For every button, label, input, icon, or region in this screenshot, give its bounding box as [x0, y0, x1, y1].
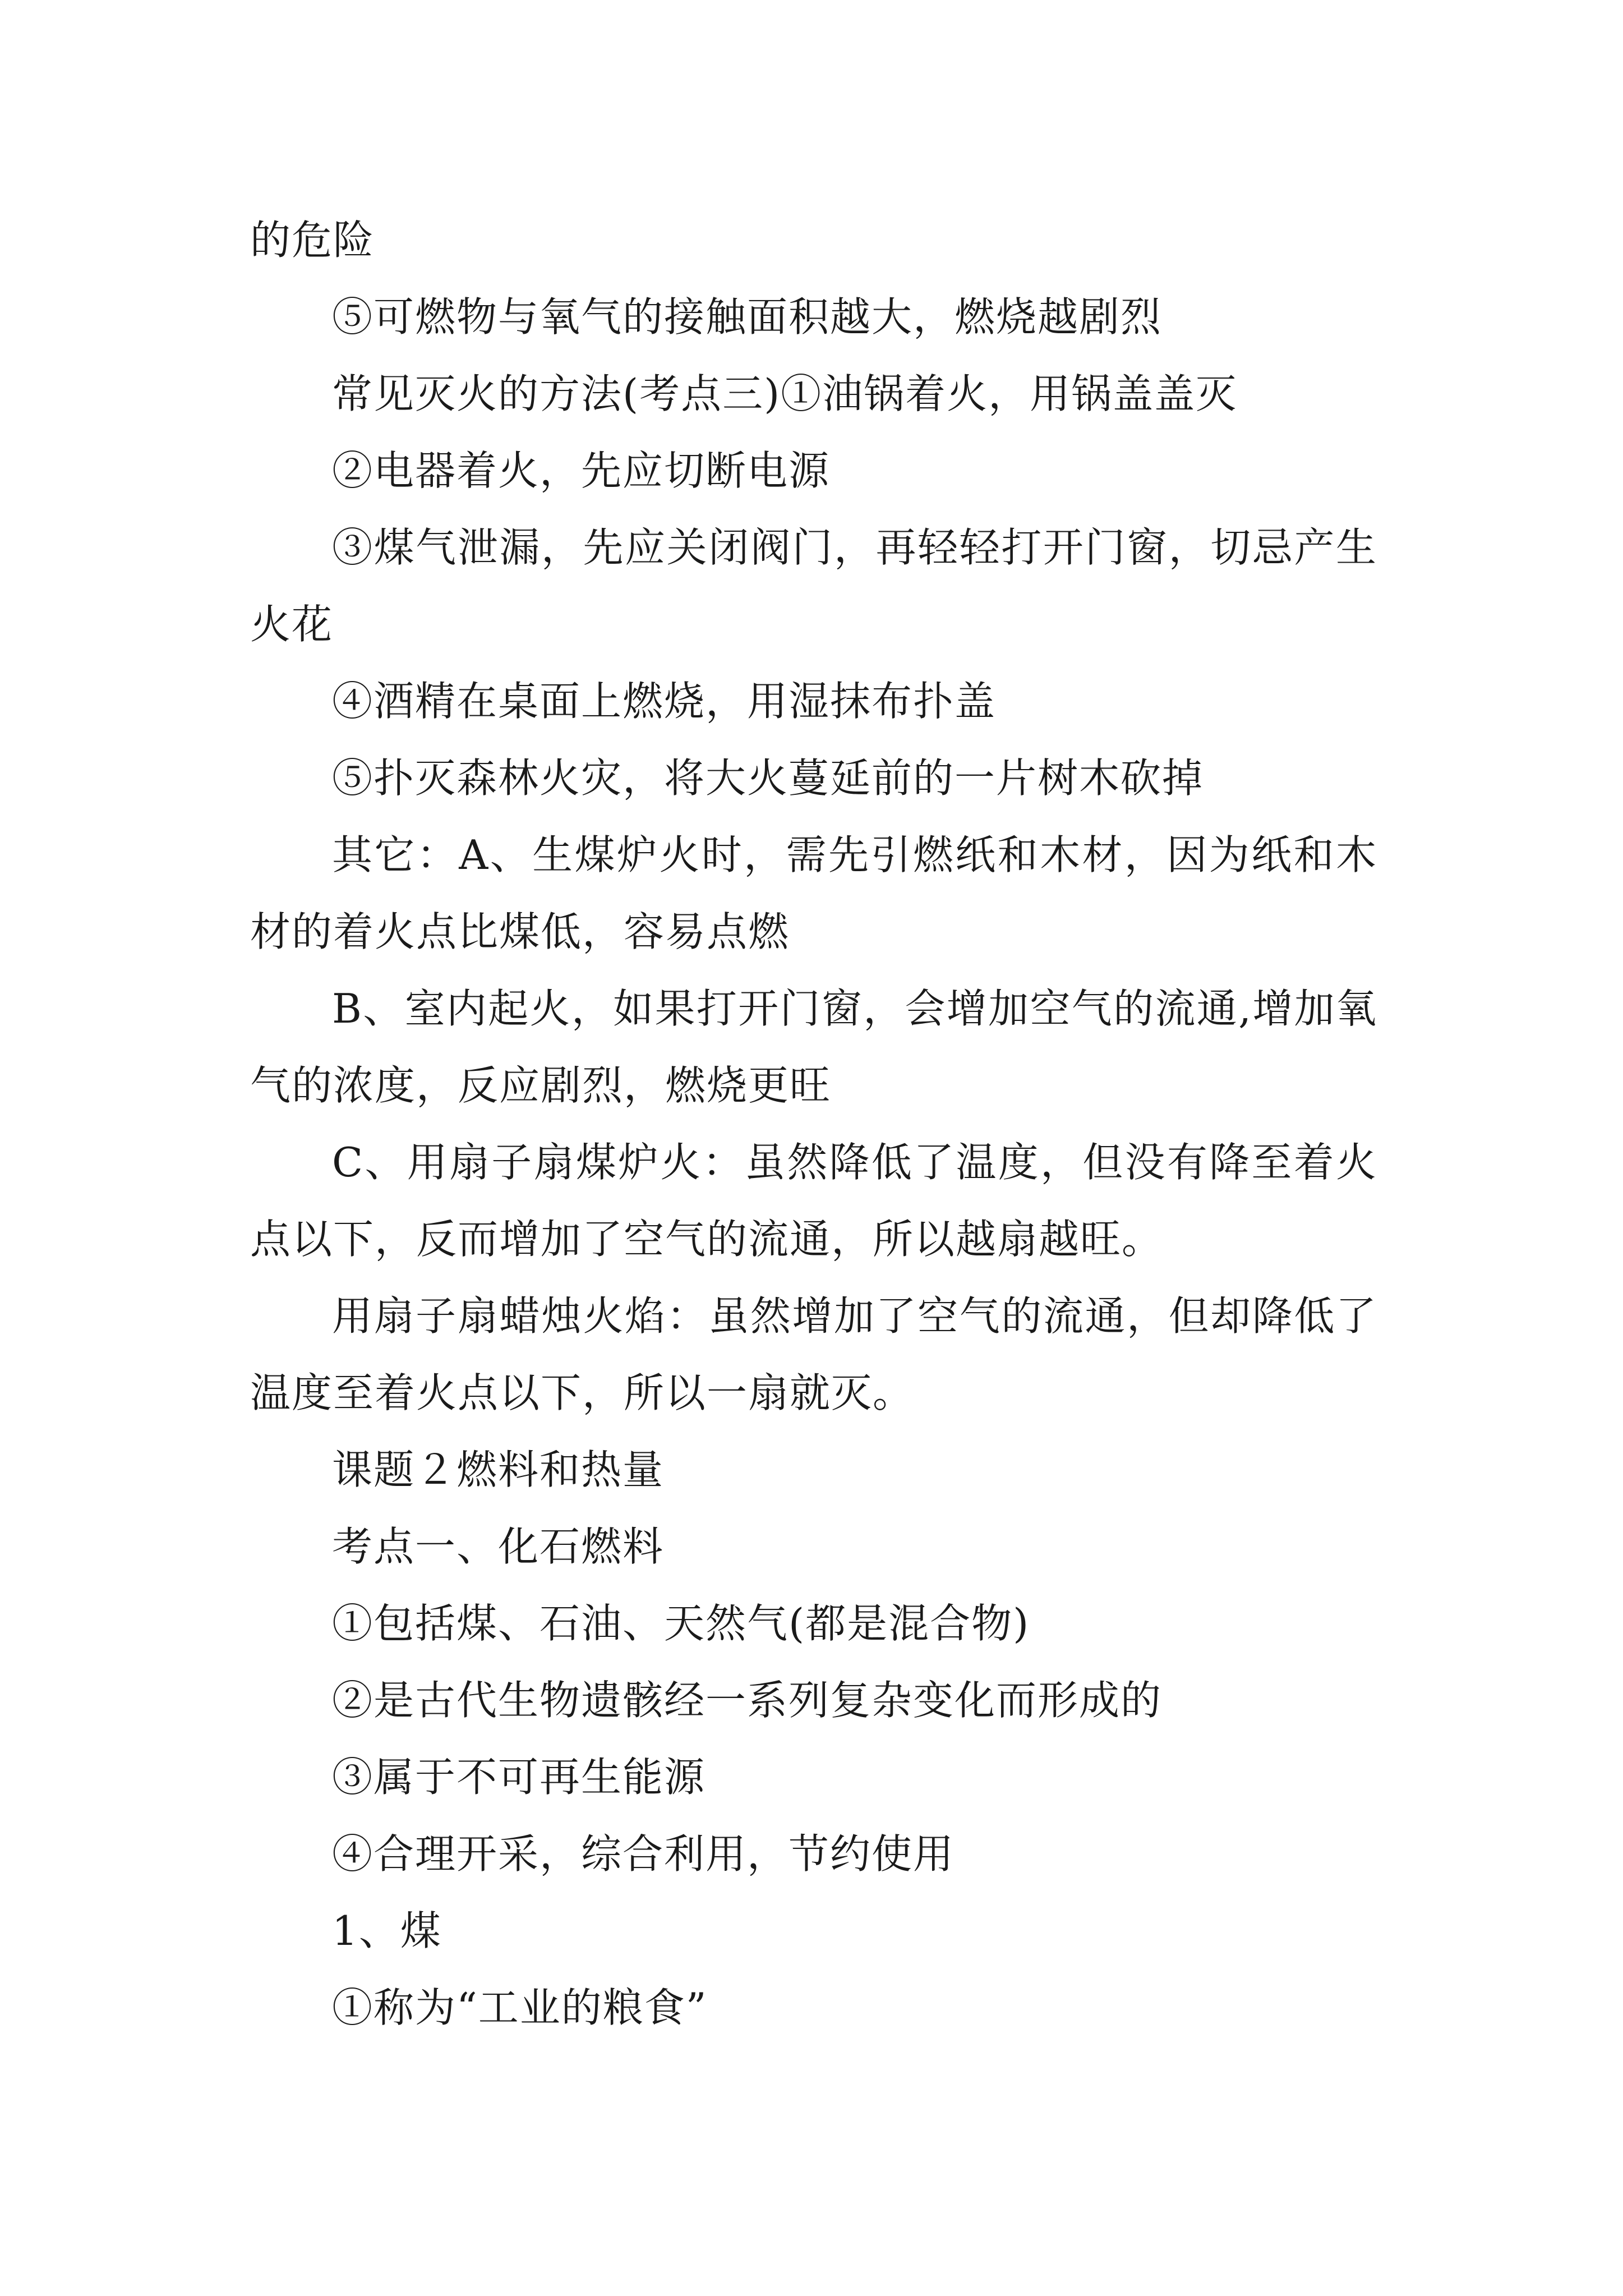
paragraph: ④酒精在桌面上燃烧，用湿抹布扑盖: [332, 678, 997, 725]
paragraph: C、用扇子扇煤炉火：虽然降低了温度，但没有降至着火点以下，反而增加了空气的流通，所以越扇越旺。: [250, 1139, 1377, 1263]
paragraph: 用扇子扇蜡烛火焰：虽然增加了空气的流通，但却降低了温度至着火点以下，所以一扇就灭。: [250, 1292, 1377, 1416]
paragraph: ①包括煤、石油、天然气(都是混合物): [332, 1600, 1030, 1647]
subsection-heading: 考点一、化石燃料: [332, 1523, 665, 1570]
paragraph: 其它：A、生煤炉火时，需先引燃纸和木材，因为纸和木材的着火点比煤低，容易点燃: [250, 831, 1377, 955]
paragraph: ③煤气泄漏，先应关闭阀门，再轻轻打开门窗，切忌产生火花: [250, 524, 1377, 648]
paragraph: ④合理开采，综合利用，节约使用: [332, 1830, 955, 1878]
paragraph: 常见灭火的方法(考点三)①油锅着火，用锅盖盖灭: [332, 370, 1238, 417]
paragraph: ⑤可燃物与氧气的接触面积越大，燃烧越剧烈: [332, 293, 1163, 341]
list-heading: 1、煤: [332, 1907, 442, 1954]
paragraph: ③属于不可再生能源: [332, 1754, 706, 1801]
paragraph-continuation: 的危险: [250, 217, 375, 264]
paragraph: ②是古代生物遗骸经一系列复杂变化而形成的: [332, 1677, 1163, 1724]
paragraph: ①称为“工业的粮食”: [332, 1984, 708, 2031]
paragraph: ②电器着火，先应切断电源: [332, 447, 831, 494]
document-body: [250, 202, 1377, 2046]
section-heading: 课题２燃料和热量: [332, 1446, 665, 1493]
paragraph: ⑤扑灭森林火灾，将大火蔓延前的一片树木砍掉: [332, 754, 1204, 802]
paragraph: B、室内起火，如果打开门窗，会增加空气的流通,增加氧气的浓度，反应剧烈，燃烧更旺: [250, 985, 1377, 1109]
